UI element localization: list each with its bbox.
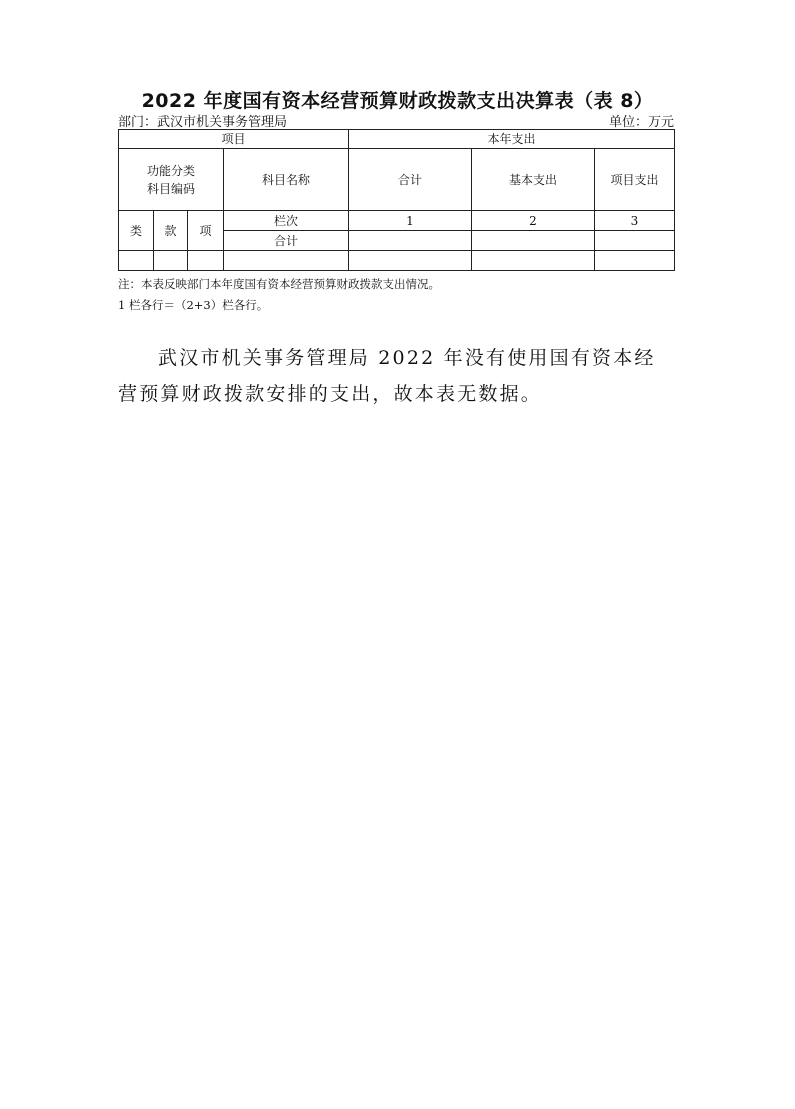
header-function-class-line2: 科目编码 [146,181,195,196]
department-label: 部门：武汉市机关事务管理局 [118,115,288,130]
total-row-value-total [349,231,472,251]
header-basic-expense: 基本支出 [472,149,595,211]
column-number-1: 1 [349,211,472,231]
empty-cell [119,251,154,271]
header-current-year-expense: 本年支出 [349,130,675,149]
unit-label: 单位：万元 [608,115,674,130]
empty-cell [224,251,349,271]
header-project-expense: 项目支出 [595,149,675,211]
total-row-value-project [595,231,675,251]
header-section: 款 [154,211,188,251]
empty-cell [154,251,188,271]
empty-cell [188,251,224,271]
table-meta [118,111,674,129]
column-number-3: 3 [595,211,675,231]
empty-cell [595,251,675,271]
header-category: 类 [119,211,154,251]
empty-cell [349,251,472,271]
page-title: 2022 年度国有资本经营预算财政拨款支出决算表（表 8） [141,90,654,112]
header-total: 合计 [349,149,472,211]
header-subject-name: 科目名称 [224,149,349,211]
body-paragraph: 武汉市机关事务管理局 2022 年没有使用国有资本经营预算财政拨款安排的支出，故本表无数据。 [118,347,656,405]
column-number-2: 2 [472,211,595,231]
expense-table [118,129,675,271]
total-row-label: 合计 [224,231,349,251]
header-item-sub: 项 [188,211,224,251]
header-item: 项目 [119,130,349,149]
total-row-value-basic [472,231,595,251]
header-function-class-line1: 功能分类 [146,163,195,178]
column-label-cell: 栏次 [224,211,349,231]
header-function-class [119,149,224,211]
table-note-1: 注：本表反映部门本年度国有资本经营预算财政拨款支出情况。 [118,277,440,291]
empty-cell [472,251,595,271]
table-note-2: 1 栏各行＝（2+3）栏各行。 [118,298,269,312]
